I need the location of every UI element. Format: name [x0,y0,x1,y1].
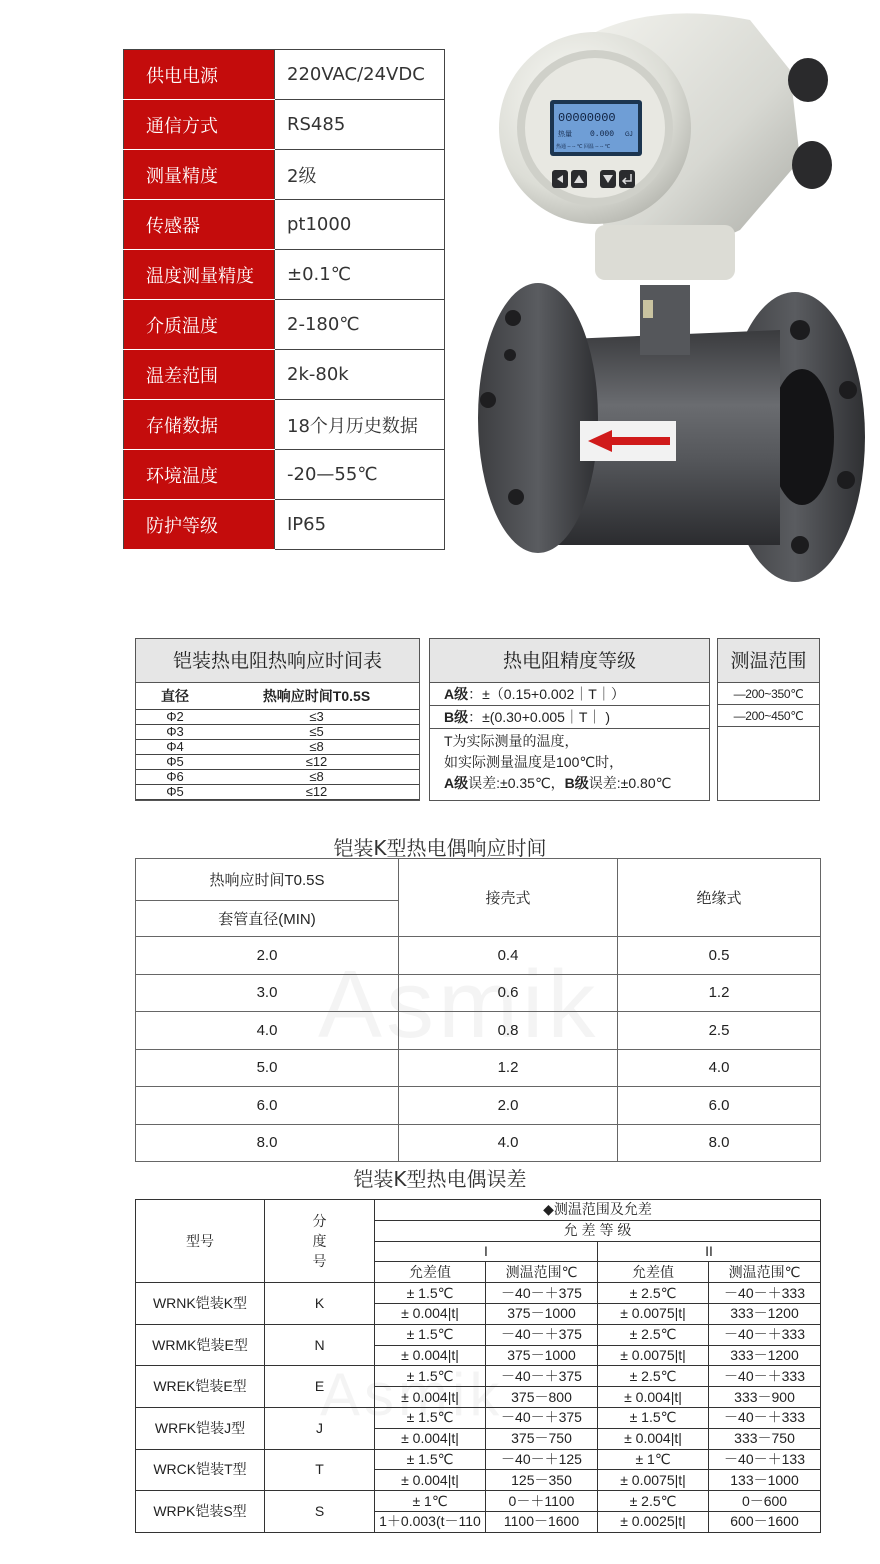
housing-base [595,225,735,280]
spec-value: ±0.1℃ [275,250,445,300]
error-cell: ± 0.004|t| [375,1303,486,1324]
error-cell: ± 0.004|t| [598,1428,709,1449]
table-row [136,769,419,784]
header-tol-value-1: 允差值 [375,1262,486,1283]
temp-range-1: —200~350℃ [718,683,819,705]
grade-b-label: B级 [444,709,469,725]
spec-key: 环境温度 [124,450,275,500]
header-tolerance-grade: 允 差 等 级 [375,1220,821,1241]
spec-row [124,400,445,450]
spec-key: 存储数据 [124,400,275,450]
error-cell: 333－1200 [709,1303,821,1324]
header-tol-range-2: 测温范围℃ [709,1262,821,1283]
error-cell: －40－＋133 [709,1449,821,1470]
error-cell: ± 0.004|t| [375,1470,486,1491]
error-model: WRNK铠装K型 [136,1283,265,1325]
grade-b-row [430,706,709,729]
spec-value: pt1000 [275,200,445,250]
rtd-diameter: Φ5 [136,784,214,799]
grade-a-row [430,683,709,706]
header-grade [265,1200,375,1283]
error-grade: E [265,1366,375,1408]
rtd-diameter: Φ3 [136,724,214,739]
rtd-response-title: 铠装热电阻热响应时间表 [136,639,419,683]
note-line-2: 如实际测量温度是100℃时， [444,754,624,770]
k-insulated-time: 6.0 [618,1087,821,1125]
error-model: WRFK铠装J型 [136,1407,265,1449]
spec-row [124,150,445,200]
note-line-1: T为实际测量的温度， [444,733,579,749]
spec-key: 测量精度 [124,150,275,200]
rtd-response-time: ≤8 [214,739,419,754]
temp-range-table [717,638,820,801]
header-tol-range-1: 测温范围℃ [486,1262,598,1283]
spec-row [124,350,445,400]
spec-value: IP65 [275,500,445,550]
error-cell: －40－＋375 [486,1366,598,1387]
key-enter-button[interactable] [619,170,635,188]
lcd-bottom-line: 热通 -- -- ℃ 回温 -- -- ℃ [556,144,611,150]
table-row [136,1407,821,1428]
table-row [136,1087,821,1125]
flowmeter-product-image [450,0,880,590]
spec-value: 2-180℃ [275,300,445,350]
cable-gland-bottom [792,141,832,189]
spec-value: 220VAC/24VDC [275,50,445,100]
header-model: 型号 [136,1200,265,1283]
spec-row [124,450,445,500]
spec-key: 温度测量精度 [124,250,275,300]
error-cell: －40－＋375 [486,1407,598,1428]
k-insulated-time: 0.5 [618,937,821,975]
k-diameter: 4.0 [136,1012,399,1050]
spec-value: RS485 [275,100,445,150]
header-tol-value-2: 允差值 [598,1262,709,1283]
error-cell: 125－350 [486,1470,598,1491]
table-row [136,1049,821,1087]
error-cell: 375－750 [486,1428,598,1449]
table-row [136,724,419,739]
spec-key: 介质温度 [124,300,275,350]
k-insulated-time: 4.0 [618,1049,821,1087]
error-cell: ± 2.5℃ [598,1491,709,1512]
error-cell: 375－1000 [486,1345,598,1366]
lcd-mid-value: 0.000 [590,130,615,139]
note-b-text: 误差:±0.80℃ [588,775,672,791]
error-cell: ± 0.004|t| [375,1345,486,1366]
k-grounded-time: 0.6 [399,974,618,1012]
note-line-3 [444,773,709,794]
table-row [136,937,821,975]
rtd-diameter: Φ5 [136,754,214,769]
k-grounded-time: 4.0 [399,1124,618,1162]
k-grounded-time: 0.4 [399,937,618,975]
lcd-mid-label: 热量 [558,131,572,138]
spec-row [124,300,445,350]
grade-a-value: ：±（0.15+0.002｜T｜） [468,686,625,702]
rtd-diameter: Φ4 [136,739,214,754]
k-diameter: 8.0 [136,1124,399,1162]
rtd-response-time: ≤8 [214,769,419,784]
spec-row [124,100,445,150]
k-header-grounded: 接壳式 [399,859,618,937]
error-cell: ± 2.5℃ [598,1366,709,1387]
spec-table [123,49,445,550]
spec-key: 防护等级 [124,500,275,550]
k-response-table [135,858,821,1162]
k-grounded-time: 0.8 [399,1012,618,1050]
k-insulated-time: 8.0 [618,1124,821,1162]
rtd-diameter: Φ6 [136,769,214,784]
header-class-I: I [375,1241,598,1262]
spec-key: 温差范围 [124,350,275,400]
spec-row [124,500,445,550]
k-diameter: 6.0 [136,1087,399,1125]
error-cell: －40－＋375 [486,1324,598,1345]
rtd-response-time: ≤12 [214,754,419,769]
temp-range-title: 测温范围 [718,639,819,683]
error-model: WRMK铠装E型 [136,1324,265,1366]
table-row [136,1449,821,1470]
error-cell: ± 0.004|t| [375,1387,486,1408]
left-flange [478,283,598,553]
k-diameter: 2.0 [136,937,399,975]
rtd-response-table [135,638,420,801]
error-cell: 333－1200 [709,1345,821,1366]
table-row [136,974,821,1012]
col-diameter-header: 直径 [136,683,214,709]
neck [640,285,690,355]
error-grade: J [265,1407,375,1449]
error-cell: ± 1℃ [375,1491,486,1512]
header-grade-text: 分度号 [312,1213,327,1270]
table-row [136,1491,821,1512]
header-range-tolerance: ◆测温范围及允差 [375,1200,821,1221]
error-cell: 0－＋1100 [486,1491,598,1512]
spec-key: 传感器 [124,200,275,250]
k-header-sheath-diameter: 套管直径(MIN) [136,901,399,937]
table-row [136,1124,821,1162]
error-cell: ± 0.0075|t| [598,1303,709,1324]
k-insulated-time: 2.5 [618,1012,821,1050]
col-response-header: 热响应时间T0.5S [214,683,419,709]
header-class-II: II [598,1241,821,1262]
spec-value: 2k-80k [275,350,445,400]
error-grade: K [265,1283,375,1325]
k-error-caption: 铠装K型热电偶误差 [353,1167,527,1191]
lcd-top-digits: 00000000 [558,111,616,125]
error-model: WREK铠装E型 [136,1366,265,1408]
rtd-diameter: Φ2 [136,709,214,724]
rtd-accuracy-title: 热电阻精度等级 [430,639,709,683]
error-cell: ± 1.5℃ [375,1283,486,1304]
k-response-caption: 铠装K型热电偶响应时间 [333,836,547,860]
error-cell: 1100－1600 [486,1511,598,1532]
rtd-response-time: ≤3 [214,709,419,724]
error-cell: ± 0.004|t| [375,1428,486,1449]
error-cell: 375－1000 [486,1303,598,1324]
error-cell: 0－600 [709,1491,821,1512]
error-cell: 133－1000 [709,1470,821,1491]
error-cell: ± 0.0075|t| [598,1345,709,1366]
table-row [136,1012,821,1050]
error-cell: ± 1.5℃ [375,1366,486,1387]
error-grade: T [265,1449,375,1491]
error-cell: －40－＋125 [486,1449,598,1470]
note-a-text: 误差:±0.35℃， [468,775,565,791]
table-row [136,1324,821,1345]
table-row [136,784,419,799]
spec-value: -20—55℃ [275,450,445,500]
table-row [136,709,419,724]
error-cell: ± 2.5℃ [598,1324,709,1345]
spec-value: 18个月历史数据 [275,400,445,450]
spec-row [124,200,445,250]
rtd-response-time: ≤5 [214,724,419,739]
error-cell: －40－＋333 [709,1324,821,1345]
spec-key: 供电电源 [124,50,275,100]
note-a-label: A级 [444,775,469,791]
error-cell: －40－＋375 [486,1283,598,1304]
error-model: WRPK铠装S型 [136,1491,265,1533]
error-cell: ± 0.0025|t| [598,1511,709,1532]
k-header-insulated: 绝缘式 [618,859,821,937]
table-row [136,739,419,754]
error-cell: －40－＋333 [709,1283,821,1304]
grade-a-label: A级 [444,686,469,702]
lcd-unit: GJ [625,132,633,138]
error-grade: S [265,1491,375,1533]
spec-row [124,250,445,300]
grade-b-value: ：±(0.30+0.005｜T｜ ) [468,709,611,725]
error-cell: ± 0.004|t| [598,1387,709,1408]
error-cell: 333－750 [709,1428,821,1449]
k-insulated-time: 1.2 [618,974,821,1012]
k-diameter: 3.0 [136,974,399,1012]
error-cell: ± 0.0075|t| [598,1470,709,1491]
k-grounded-time: 1.2 [399,1049,618,1087]
error-cell: 375－800 [486,1387,598,1408]
note-b-label: B级 [564,775,589,791]
error-grade: N [265,1324,375,1366]
error-cell: ± 2.5℃ [598,1283,709,1304]
error-model: WRCK铠装T型 [136,1449,265,1491]
spec-row [124,50,445,100]
table-row [136,754,419,769]
error-cell: 600－1600 [709,1511,821,1532]
error-cell: ± 1.5℃ [375,1449,486,1470]
error-cell: 1＋0.003(t－110 [375,1511,486,1532]
k-header-response-time: 热响应时间T0.5S [136,859,399,901]
k-diameter: 5.0 [136,1049,399,1087]
error-cell: ± 1.5℃ [598,1407,709,1428]
error-cell: 333－900 [709,1387,821,1408]
error-cell: ± 1.5℃ [375,1407,486,1428]
temp-range-2: —200~450℃ [718,705,819,727]
error-cell: －40－＋333 [709,1407,821,1428]
error-cell: －40－＋333 [709,1366,821,1387]
cable-gland-top [788,58,828,102]
rtd-response-time: ≤12 [214,784,419,799]
spec-key: 通信方式 [124,100,275,150]
table-row [136,1283,821,1304]
accuracy-note [430,729,709,794]
spec-value: 2级 [275,150,445,200]
error-cell: ± 1℃ [598,1449,709,1470]
k-error-table [135,1199,821,1533]
k-grounded-time: 2.0 [399,1087,618,1125]
error-cell: ± 1.5℃ [375,1324,486,1345]
rtd-accuracy-table [429,638,710,801]
table-row [136,1366,821,1387]
